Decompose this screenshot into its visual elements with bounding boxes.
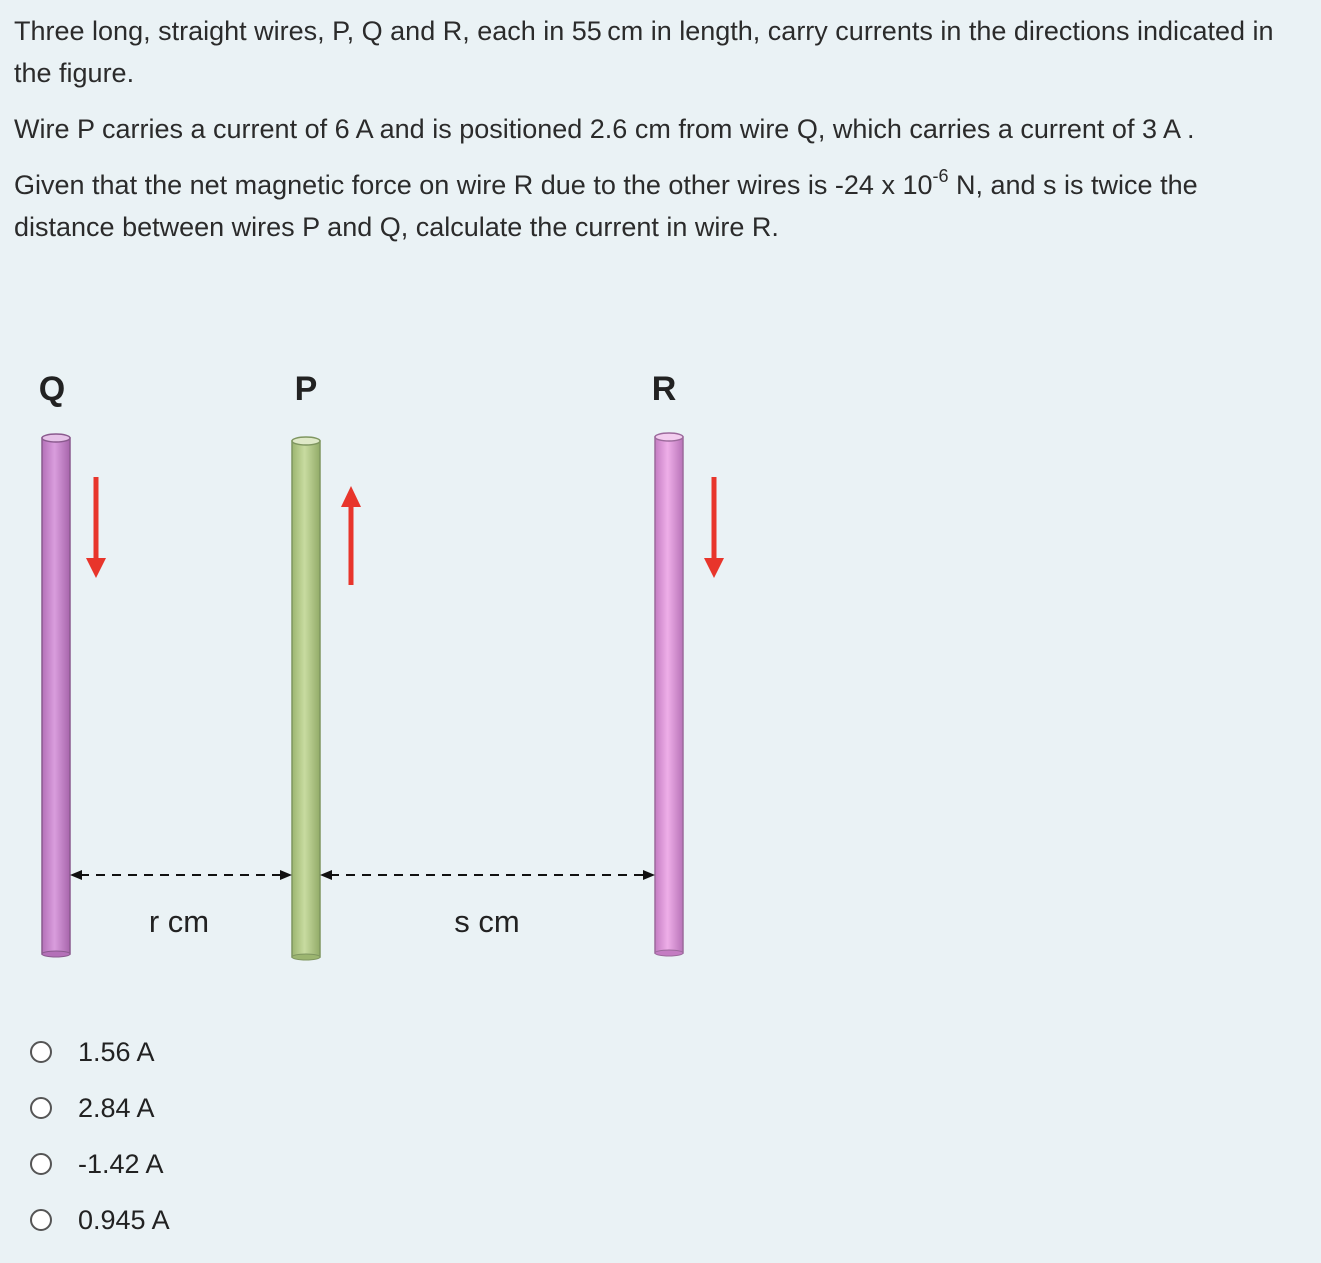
question-paragraph-3-start: Given that the net magnetic force on wire R due to the other wires is -24 x 10 bbox=[14, 170, 933, 200]
current-arrow-down-icon bbox=[86, 477, 106, 578]
radio-button-2[interactable] bbox=[30, 1097, 52, 1119]
option-label-2: 2.84 A bbox=[78, 1092, 155, 1123]
radio-button-1[interactable] bbox=[30, 1041, 52, 1063]
exponent: -6 bbox=[932, 166, 949, 186]
option-label-3: -1.42 A bbox=[78, 1148, 164, 1179]
question-paragraph-2: Wire P carries a current of 6 A and is positioned 2.6 cm from wire Q, which carries a current of 3 A . bbox=[14, 114, 1195, 144]
option-4[interactable] bbox=[28, 1192, 170, 1248]
question-text bbox=[14, 10, 1304, 262]
current-arrow-down-icon bbox=[704, 477, 724, 578]
wires-figure bbox=[0, 340, 760, 980]
option-label-1: 1.56 A bbox=[78, 1036, 155, 1067]
answer-options bbox=[28, 1024, 170, 1248]
current-arrow-up-icon bbox=[341, 486, 361, 585]
wire-label-q: Q bbox=[38, 370, 66, 408]
option-1[interactable] bbox=[28, 1024, 170, 1080]
wires-diagram bbox=[0, 340, 760, 980]
distance-label-s: s cm bbox=[454, 904, 520, 939]
wire-label-p: P bbox=[294, 370, 318, 408]
wire-p bbox=[292, 437, 320, 960]
question-paragraph-1: Three long, straight wires, P, Q and R, each in 55 cm in length, carry currents in the directions indicated in the figure. bbox=[14, 16, 1274, 88]
distance-s-indicator bbox=[320, 870, 655, 880]
option-3[interactable] bbox=[28, 1136, 170, 1192]
option-label-4: 0.945 A bbox=[78, 1204, 170, 1235]
distance-label-r: r cm bbox=[148, 904, 210, 939]
distance-r-indicator bbox=[70, 870, 292, 880]
wire-q bbox=[42, 434, 70, 957]
wire-r bbox=[655, 433, 683, 956]
radio-button-3[interactable] bbox=[30, 1153, 52, 1175]
question-paragraph-3-end: N, and s is twice the distance between wires P and Q, calculate the current in wire R. bbox=[14, 170, 1198, 242]
wire-label-r: R bbox=[651, 370, 677, 408]
radio-button-4[interactable] bbox=[30, 1209, 52, 1231]
option-2[interactable] bbox=[28, 1080, 170, 1136]
question-paragraph-3 bbox=[14, 164, 1304, 248]
